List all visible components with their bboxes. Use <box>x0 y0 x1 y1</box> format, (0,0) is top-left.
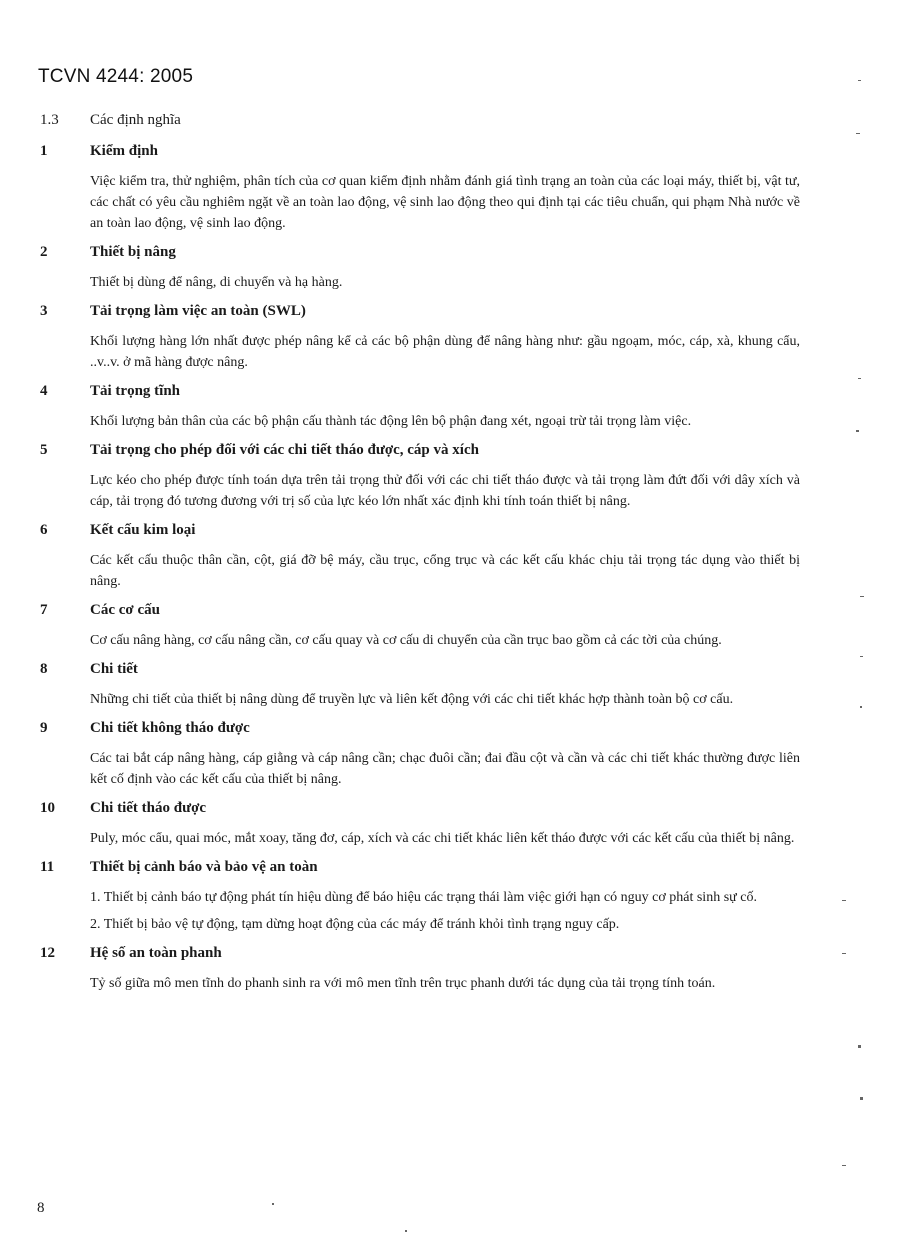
definition-paragraph: Khối lượng bản thân của các bộ phận cấu thành tác động lên bộ phận đang xét, ngoại trừ tải trọng làm việc. <box>90 414 692 429</box>
definition-item <box>40 602 800 651</box>
definition-number: 3 <box>40 303 48 319</box>
definition-heading <box>40 143 800 165</box>
definition-paragraph: Cơ cấu nâng hàng, cơ cấu nâng cần, cơ cấu quay và cơ cấu di chuyển của cần trục bao gồm cả các tời của chúng. <box>90 633 722 648</box>
definitions-list <box>40 143 800 1004</box>
scan-speck <box>842 1165 846 1166</box>
definition-number: 2 <box>40 244 48 260</box>
definition-heading <box>40 303 800 325</box>
scan-speck <box>860 596 864 597</box>
definition-heading <box>40 383 800 405</box>
definition-body <box>90 887 800 935</box>
definition-paragraph: Khối lượng hàng lớn nhất được phép nâng kể cả các bộ phận dùng để nâng hàng như: gầu ngoạm, móc, cáp, xà, khung cẩu, ..v..v. ở mã hàng được nâng. <box>90 334 800 370</box>
definition-term: Kết cấu kim loại <box>90 522 196 538</box>
definition-term: Hệ số an toàn phanh <box>90 945 222 961</box>
definition-term: Kiểm định <box>90 143 158 159</box>
page-number: 8 <box>37 1200 45 1216</box>
definition-body <box>90 331 800 373</box>
scan-speck <box>860 706 862 708</box>
definition-heading <box>40 522 800 544</box>
definition-body <box>90 828 800 849</box>
definition-term: Chi tiết <box>90 661 138 677</box>
scan-speck <box>856 133 860 134</box>
scan-speck <box>842 900 846 901</box>
definition-item <box>40 945 800 994</box>
definition-body <box>90 748 800 790</box>
definition-paragraph: Lực kéo cho phép được tính toán dựa trên tải trọng thử đối với các chi tiết tháo được và tải trọng làm đứt đối với dây xích và cáp, tải trọng đó tương đương với trị số của lực kéo lớn nhất xác định khi tính toán thiết bị nâng. <box>90 473 800 509</box>
definition-number: 4 <box>40 383 48 399</box>
definition-number: 8 <box>40 661 48 677</box>
definition-number: 11 <box>40 859 55 875</box>
definition-paragraph: Các tai bắt cáp nâng hàng, cáp giằng và cáp nâng cần; chạc đuôi cần; đai đầu cột và cần và các chi tiết khác thường được liên kết cố định vào các kết cấu của thiết bị nâng. <box>90 751 800 787</box>
scan-speck <box>856 430 859 432</box>
definition-item <box>40 143 800 234</box>
definition-paragraph: 2. Thiết bị bảo vệ tự động, tạm dừng hoạt động của các máy để tránh khỏi tình trạng nguy cấp. <box>90 917 620 932</box>
definition-heading <box>40 602 800 624</box>
scan-speck <box>858 1045 861 1048</box>
definition-paragraph: Các kết cấu thuộc thân cần, cột, giá đỡ bệ máy, cầu trục, cổng trục và các kết cấu khác chịu tải trọng tác dụng vào thiết bị nâng. <box>90 553 800 589</box>
definition-paragraph: 1. Thiết bị cảnh báo tự động phát tín hiệu dùng để báo hiệu các trạng thái làm việc giới hạn có nguy cơ phát sinh sự cố. <box>90 890 757 905</box>
definition-paragraph: Những chi tiết của thiết bị nâng dùng để truyền lực và liên kết động với các chi tiết khác hợp thành toàn bộ cơ cấu. <box>90 692 734 707</box>
definition-term: Tải trọng cho phép đối với các chi tiết tháo được, cáp và xích <box>90 442 479 458</box>
definition-item <box>40 720 800 790</box>
section-title: Các định nghĩa <box>90 112 181 128</box>
definition-body <box>90 630 800 651</box>
definition-term: Các cơ cấu <box>90 602 160 618</box>
definition-body <box>90 411 800 432</box>
definition-item <box>40 800 800 849</box>
definition-number: 9 <box>40 720 48 736</box>
scan-speck <box>860 656 863 657</box>
definition-body <box>90 550 800 592</box>
definition-number: 10 <box>40 800 55 816</box>
definition-item <box>40 244 800 293</box>
definition-item <box>40 859 800 935</box>
definition-body <box>90 470 800 512</box>
definition-paragraph: Tỷ số giữa mô men tĩnh do phanh sinh ra với mô men tĩnh trên trục phanh dưới tác dụng của tải trọng tính toán. <box>90 976 716 991</box>
scan-speck <box>842 953 846 954</box>
definition-item <box>40 661 800 710</box>
scan-speck <box>858 378 861 379</box>
definition-number: 7 <box>40 602 48 618</box>
standard-code-header: TCVN 4244: 2005 <box>38 66 194 87</box>
definition-body <box>90 689 800 710</box>
scan-speck <box>272 1203 274 1205</box>
definition-number: 5 <box>40 442 48 458</box>
section-number: 1.3 <box>40 112 59 128</box>
definition-body <box>90 272 800 293</box>
definition-item <box>40 303 800 373</box>
definition-heading <box>40 244 800 266</box>
definition-item <box>40 442 800 512</box>
definition-number: 1 <box>40 143 48 159</box>
definition-heading <box>40 442 800 464</box>
definition-heading <box>40 859 800 881</box>
definition-term: Chi tiết tháo được <box>90 800 207 816</box>
definition-heading <box>40 945 800 967</box>
definition-paragraph: Thiết bị dùng để nâng, di chuyển và hạ hàng. <box>90 275 343 290</box>
scan-speck <box>405 1230 407 1232</box>
definition-number: 12 <box>40 945 55 961</box>
definition-heading <box>40 800 800 822</box>
definition-paragraph: Việc kiểm tra, thử nghiệm, phân tích của cơ quan kiểm định nhằm đánh giá tình trạng an toàn của các loại máy, thiết bị, vật tư, các chất có yêu cầu nghiêm ngặt về an toàn lao động, vệ sinh lao động theo qui định tại các tiêu chuẩn, qui phạm Nhà nước về an toàn lao động, vệ sinh lao động. <box>90 174 800 231</box>
definition-term: Chi tiết không tháo được <box>90 720 250 736</box>
definition-body <box>90 171 800 234</box>
definition-paragraph: Puly, móc cẩu, quai móc, mắt xoay, tăng đơ, cáp, xích và các chi tiết khác liên kết tháo được với các kết cấu của thiết bị nâng. <box>90 831 795 846</box>
scan-speck <box>860 1097 863 1100</box>
definition-term: Thiết bị cảnh báo và bảo vệ an toàn <box>90 859 318 875</box>
definition-body <box>90 973 800 994</box>
definition-term: Tải trọng làm việc an toàn (SWL) <box>90 303 306 319</box>
definition-term: Tải trọng tĩnh <box>90 383 181 399</box>
definition-item <box>40 383 800 432</box>
definition-heading <box>40 720 800 742</box>
definition-item <box>40 522 800 592</box>
scan-speck <box>858 80 861 81</box>
definition-term: Thiết bị nâng <box>90 244 176 260</box>
definition-heading <box>40 661 800 683</box>
definition-number: 6 <box>40 522 48 538</box>
